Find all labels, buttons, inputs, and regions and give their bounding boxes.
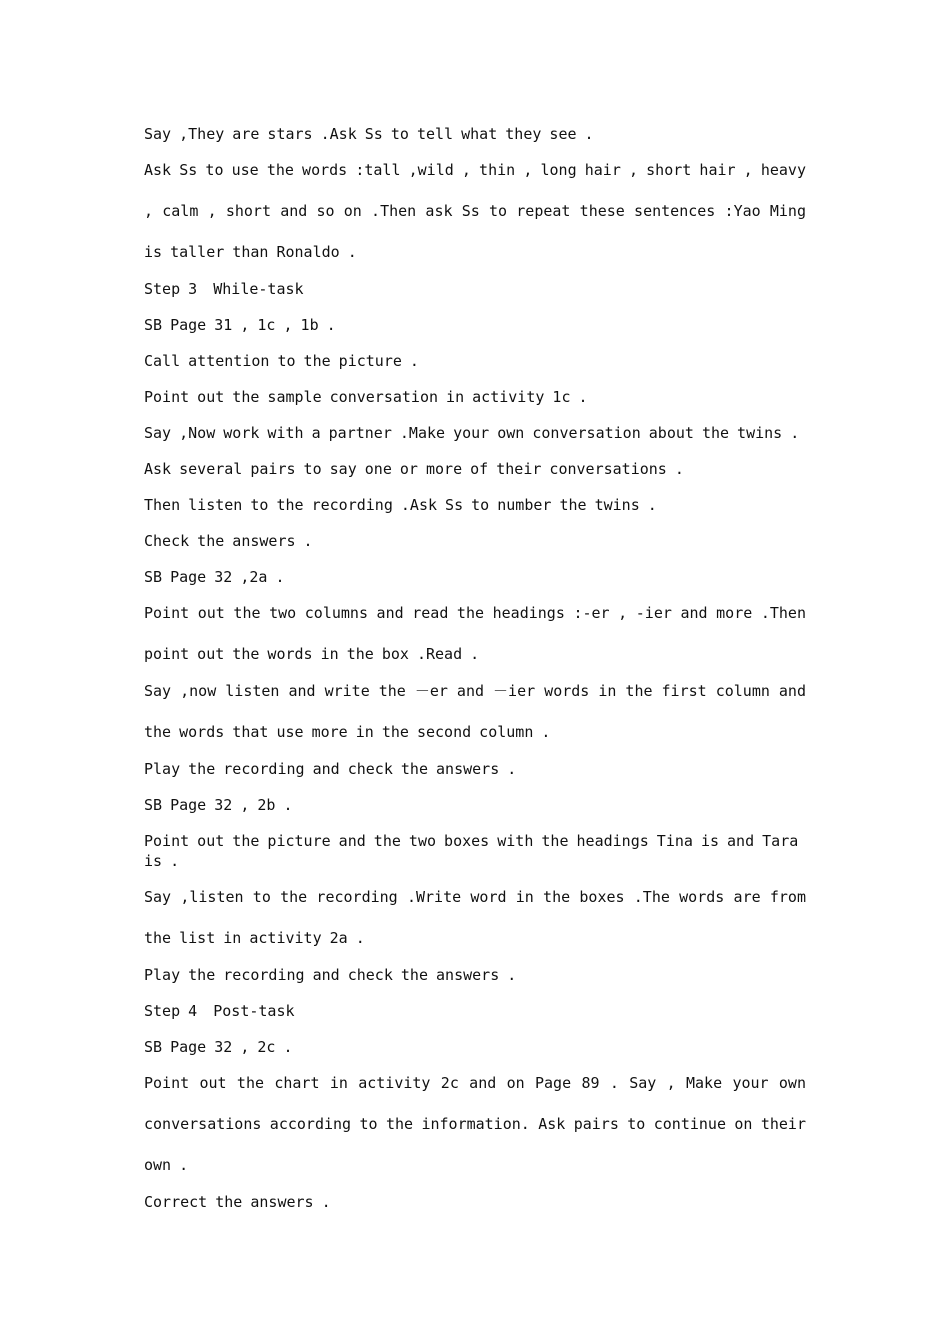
step-heading: Step 3 While-task	[144, 280, 304, 298]
paragraph: Point out the chart in activity 2c and on Page 89 . Say , Make your own conversations according to the information. Ask pairs to continue on their own .	[144, 1074, 815, 1174]
paragraph: Ask Ss to use the words :tall ,wild , thin , long hair , short hair , heavy , calm , short and so on .Then ask Ss to repeat these sentences :Yao Ming is taller than Ronaldo .	[144, 161, 815, 261]
paragraph: SB Page 32 , 2b .	[144, 796, 293, 814]
paragraph: Play the recording and check the answers .	[144, 760, 517, 778]
paragraph: Call attention to the picture .	[144, 352, 419, 370]
paragraph: Point out the sample conversation in activity 1c .	[144, 388, 588, 406]
paragraph: SB Page 31 , 1c , 1b .	[144, 316, 336, 334]
paragraph: Say ,Now work with a partner .Make your own conversation about the twins .	[144, 424, 800, 442]
paragraph: SB Page 32 , 2c .	[144, 1038, 293, 1056]
paragraph: Point out the picture and the two boxes with the headings Tina is and Tara is .	[144, 832, 807, 870]
paragraph: Say ,listen to the recording .Write word in the boxes .The words are from the list in activity 2a .	[144, 888, 815, 947]
paragraph: Then listen to the recording .Ask Ss to number the twins .	[144, 496, 657, 514]
paragraph: Check the answers .	[144, 532, 313, 550]
paragraph: SB Page 32 ,2a .	[144, 568, 285, 586]
paragraph: Correct the answers .	[144, 1193, 331, 1211]
document-body	[144, 124, 815, 1228]
paragraph: Say ,They are stars .Ask Ss to tell what they see .	[144, 125, 594, 143]
paragraph: Play the recording and check the answers .	[144, 966, 517, 984]
step-heading: Step 4 Post-task	[144, 1002, 295, 1020]
paragraph: Say ,now listen and write the －er and －ier words in the first column and the words that use more in the second column .	[144, 682, 815, 741]
paragraph: Point out the two columns and read the headings :-er , -ier and more .Then point out the words in the box .Read .	[144, 604, 815, 663]
paragraph: Ask several pairs to say one or more of their conversations .	[144, 460, 684, 478]
